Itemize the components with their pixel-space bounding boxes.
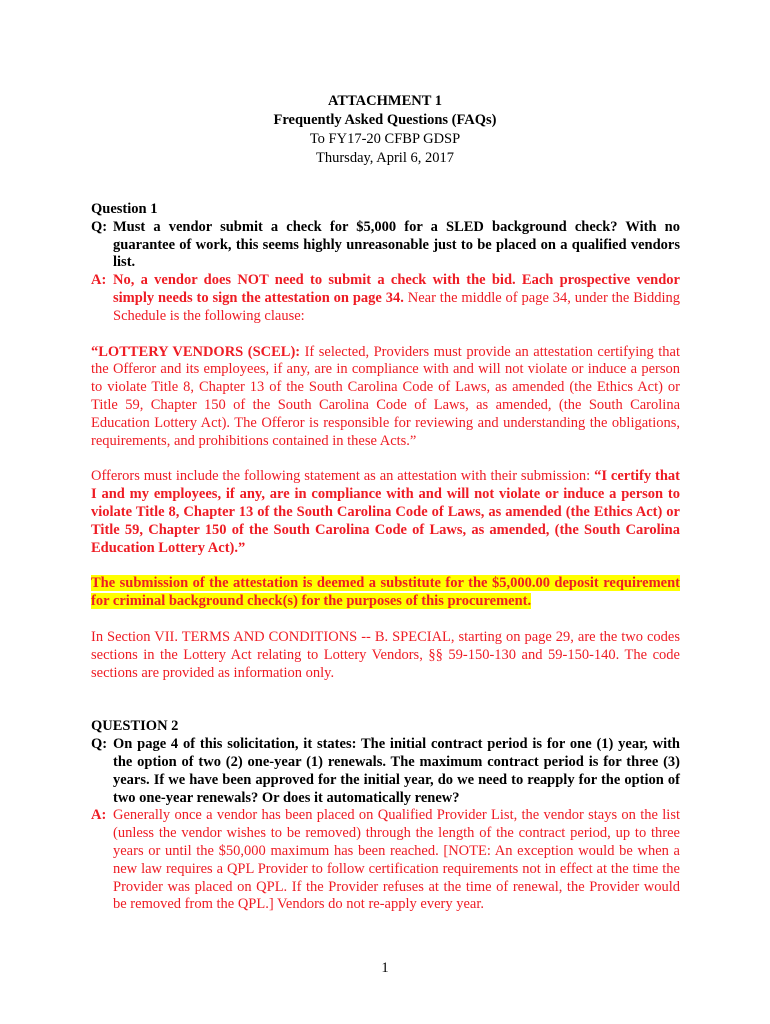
document-body xyxy=(91,201,680,914)
answer-1-rest: Near the middle of page 34, under the Bidding Schedule is the following clause: xyxy=(113,289,680,324)
q-tag: Q: xyxy=(91,218,108,235)
section-reference: In Section VII. TERMS AND CONDITIONS -- B. SPECIAL, starting on page 29, are the two codes sections in the Lottery Act relating to Lottery Vendors, §§ 59-150-130 and 59-150-140. The code sections are provided as information only. xyxy=(91,628,680,681)
document-header xyxy=(0,92,770,168)
question-2-a xyxy=(91,807,680,914)
to-line: To FY17-20 CFBP GDSP xyxy=(309,131,461,147)
lottery-clause-text: If selected, Providers must provide an attestation certifying that the Offeror and its employees, if any, are in compliance with and will not violate or induce a person to violate Title 8, Chapter 13 of the South Carolina Code of Laws, as amended (the Ethics Act) or Title 59, Chapter 150 of the South Carolina Code of Laws, as amended, (the South Carolina Education Lottery Act). The Offeror is responsible for reviewing and understanding the obligations, requirements, and prohibitions contained in these Acts.” xyxy=(91,343,680,449)
question-2-q xyxy=(91,736,680,807)
attestation-highlight xyxy=(91,575,680,611)
answer-1-text xyxy=(113,272,680,325)
offerors-certify: “I certify that I and my employees, if any, are in compliance with and will not violate or induce a person to violate Title 8, Chapter 13 of the South Carolina Code of Laws, as amended (the Ethics Act) or Title 59, Chapter 150 of the South Carolina Code of Laws, as amended, (the South Carolina Education Lottery Act).” xyxy=(91,468,681,556)
offerors-intro: Offerors must include the following statement as an attestation with their submission: xyxy=(91,468,595,485)
q-tag: Q: xyxy=(91,736,108,753)
lottery-clause xyxy=(91,344,680,451)
question-1-q xyxy=(91,219,680,272)
page-number: 1 xyxy=(381,960,389,976)
question-2-heading: QUESTION 2 xyxy=(91,718,179,735)
a-tag: A: xyxy=(91,272,107,289)
attachment-title: ATTACHMENT 1 xyxy=(328,93,442,109)
lottery-clause-title: “LOTTERY VENDORS (SCEL): xyxy=(91,343,301,360)
faq-title: Frequently Asked Questions (FAQs) xyxy=(273,112,497,128)
question-1-a xyxy=(91,272,680,325)
a-tag: A: xyxy=(91,807,107,824)
question-1-text: Must a vendor submit a check for $5,000 for a SLED background check? With no guarantee of work, this seems highly unreasonable just to be placed on a qualified vendors list. xyxy=(113,218,680,271)
answer-1-bold: No, a vendor does NOT need to submit a check with the bid. Each prospective vendor simply needs to sign the attestation on page 34. xyxy=(113,272,680,306)
question-2-text: On page 4 of this solicitation, it states: The initial contract period is for one (1) year, with the option of two (2) one-year (1) renewals. The maximum contract period is for three (3) years. If we have been approved for the initial year, do we need to reapply for the option of two one-year renewals? Or does it automatically renew? xyxy=(113,736,680,806)
question-1-heading: Question 1 xyxy=(91,201,158,217)
document-date: Thursday, April 6, 2017 xyxy=(315,150,454,166)
highlighted-text: The submission of the attestation is deemed a substitute for the $5,000.00 deposit requirement for criminal background check(s) for the purposes of this procurement. xyxy=(91,575,680,610)
offerors-statement xyxy=(91,468,680,557)
answer-2-text: Generally once a vendor has been placed on Qualified Provider List, the vendor stays on the list (unless the vendor wishes to be removed) through the length of the contract period, up to three years or until the $50,000 maximum has been reached. [NOTE: An exception would be when a new law requires a QPL Provider to follow certification requirements not in effect at the time the Provider was placed on QPL. If the Provider refuses at the time of renewal, the Provider would be removed from the QPL.] Vendors do not re-apply every year. xyxy=(113,807,680,913)
